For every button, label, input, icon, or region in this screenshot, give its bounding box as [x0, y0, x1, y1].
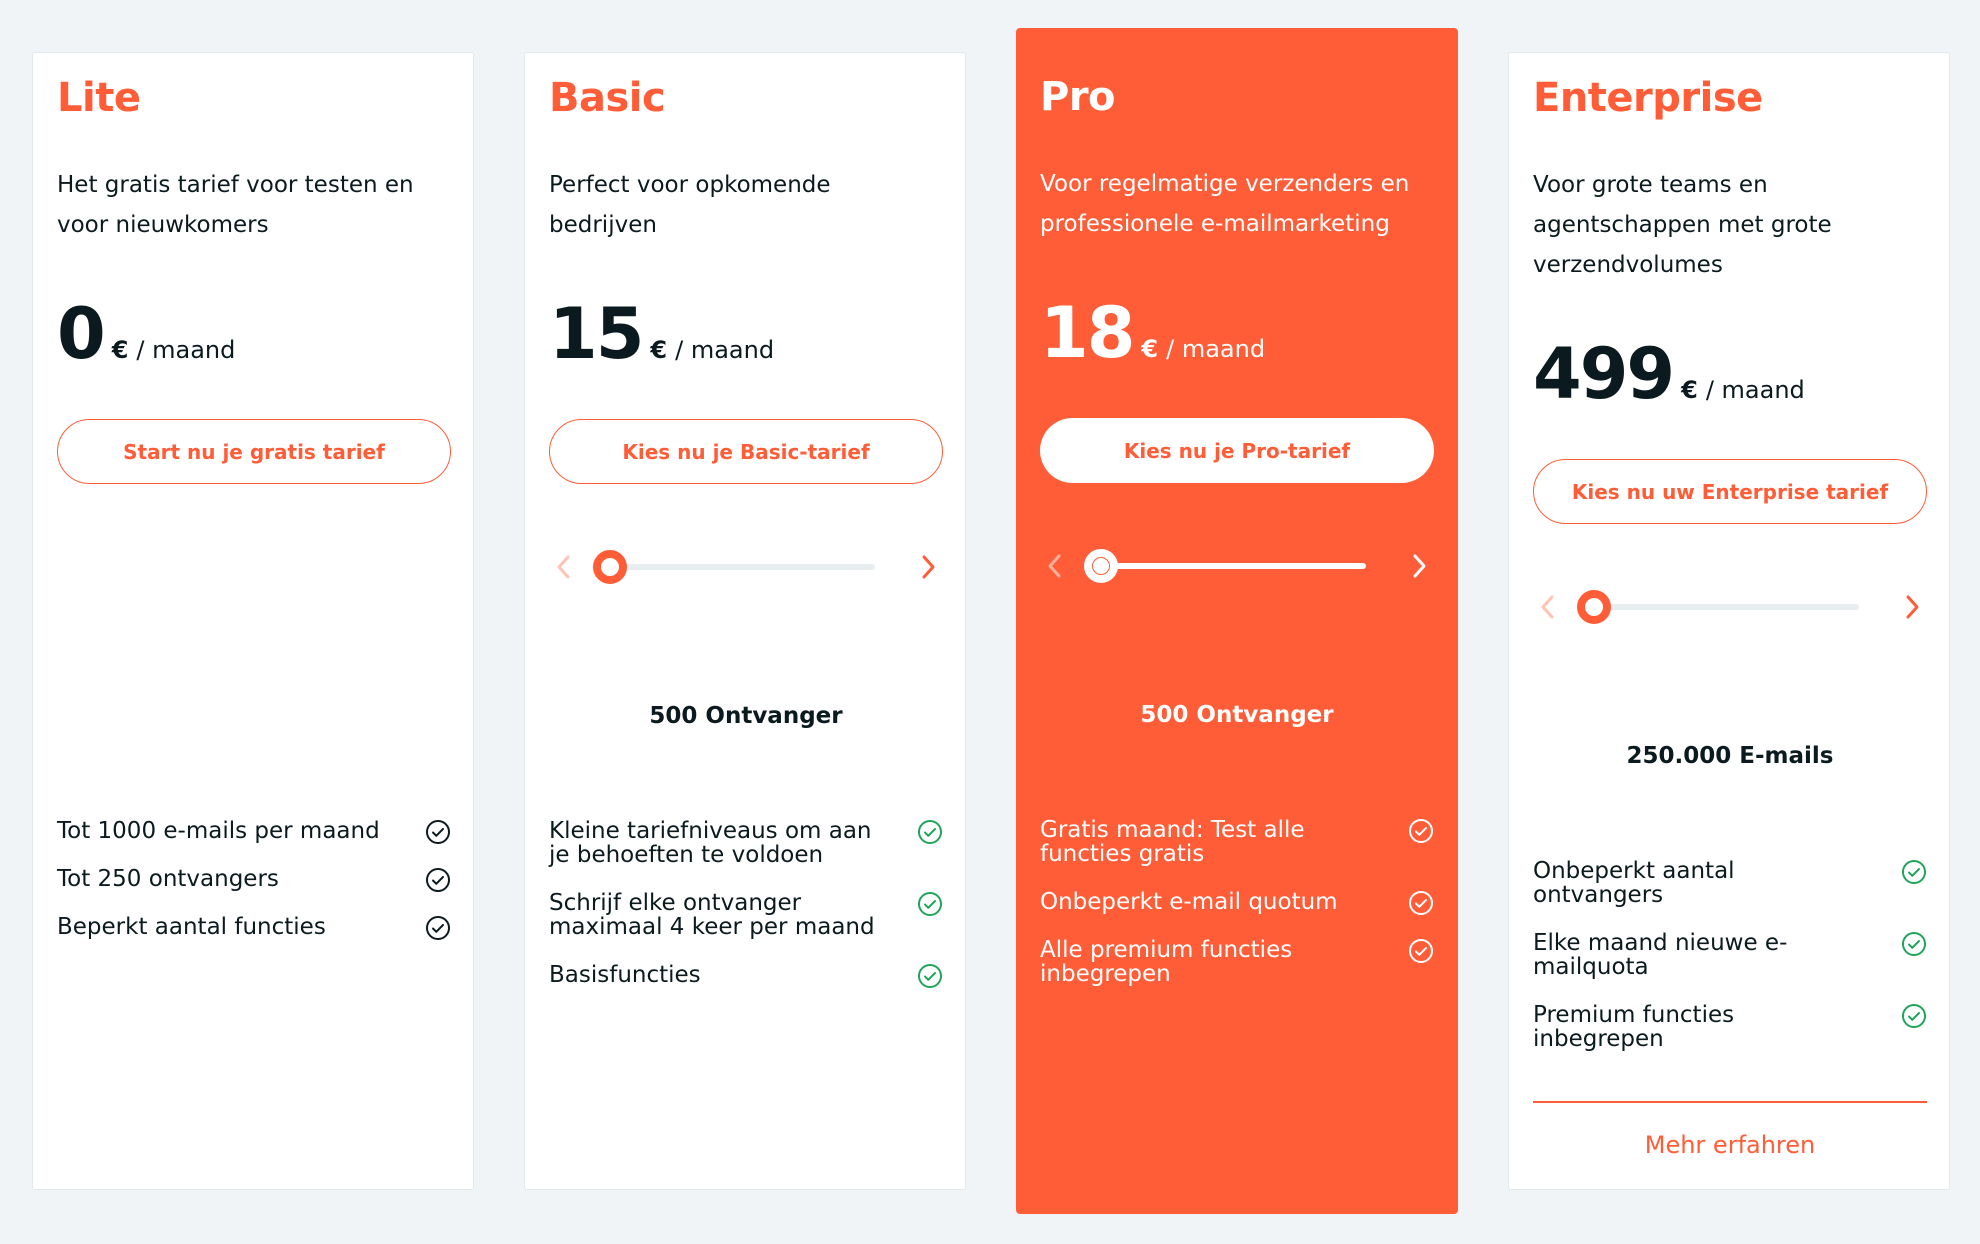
slider-track[interactable]: [1096, 563, 1366, 569]
slider-thumb[interactable]: [593, 550, 627, 584]
slider-next-button[interactable]: [915, 547, 943, 587]
price-amount: 0: [57, 293, 104, 375]
feature-item: [1533, 1003, 1927, 1051]
feature-text: Gratis maand: Test alle functies gratis: [1040, 817, 1305, 867]
slider-track[interactable]: [605, 564, 875, 570]
plan-title: Basic: [549, 75, 666, 121]
feature-item: [57, 819, 451, 843]
check-circle-icon: [917, 891, 943, 917]
price-currency: €: [1681, 376, 1698, 404]
feature-text: Tot 250 ontvangers: [57, 866, 279, 892]
price-period: / maand: [1705, 376, 1805, 404]
feature-item: [57, 867, 451, 891]
feature-text: Onbeperkt e-mail quotum: [1040, 889, 1338, 915]
plan-price: [549, 293, 775, 375]
slider-prev-button[interactable]: [549, 547, 577, 587]
price-period: / maand: [1166, 335, 1266, 363]
feature-list: [1533, 859, 1927, 1051]
plan-description: Voor regelmatige verzenders en professionele e-mailmarketing: [1040, 171, 1410, 237]
chevron-left-icon: [555, 554, 571, 580]
chevron-left-icon: [1046, 553, 1062, 579]
plan-description: Het gratis tarief voor testen en voor nieuwkomers: [57, 172, 414, 238]
volume-label: 250.000 E-mails: [1626, 743, 1834, 769]
feature-list: [1040, 818, 1434, 986]
price-period: / maand: [136, 336, 236, 364]
feature-text: Kleine tariefniveaus om aan je behoeften te voldoen: [549, 818, 872, 868]
feature-text: Premium functies inbegrepen: [1533, 1002, 1735, 1052]
check-circle-icon: [1901, 859, 1927, 885]
learn-more-link[interactable]: Mehr erfahren: [1644, 1131, 1816, 1159]
check-circle-icon: [425, 867, 451, 893]
feature-text: Onbeperkt aantal ontvangers: [1533, 858, 1735, 908]
feature-item: [1040, 890, 1434, 914]
slider-next-button[interactable]: [1899, 587, 1927, 627]
price-amount: 15: [549, 293, 643, 375]
plan-card-pro: [1016, 28, 1458, 1214]
feature-item: [549, 963, 943, 987]
plan-card-basic: [524, 52, 966, 1190]
price-period: / maand: [675, 336, 775, 364]
plan-card-lite: [32, 52, 474, 1190]
feature-item: [1533, 931, 1927, 979]
volume-slider: [1533, 587, 1927, 627]
chevron-left-icon: [1539, 594, 1555, 620]
plan-title: Pro: [1040, 74, 1116, 120]
check-circle-icon: [1408, 818, 1434, 844]
chevron-right-icon: [1412, 553, 1428, 579]
feature-item: [549, 891, 943, 939]
check-circle-icon: [1408, 890, 1434, 916]
plan-title: Enterprise: [1533, 75, 1763, 121]
volume-slider: [1040, 546, 1434, 586]
slider-track[interactable]: [1589, 604, 1859, 610]
check-circle-icon: [917, 819, 943, 845]
divider: [1533, 1101, 1927, 1103]
choose-pro-plan-button[interactable]: Kies nu je Pro-tarief: [1040, 418, 1434, 483]
check-circle-icon: [1901, 1003, 1927, 1029]
feature-item: [549, 819, 943, 867]
price-amount: 18: [1040, 292, 1134, 374]
feature-item: [57, 915, 451, 939]
volume-slider: [549, 547, 943, 587]
feature-text: Schrijf elke ontvanger maximaal 4 keer per maand: [549, 890, 875, 940]
feature-text: Tot 1000 e-mails per maand: [57, 818, 380, 844]
plan-price: [57, 293, 236, 375]
feature-item: [1040, 938, 1434, 986]
plan-description: Voor grote teams en agentschappen met grote verzendvolumes: [1533, 172, 1832, 278]
volume-label: 500 Ontvanger: [1140, 702, 1334, 728]
plan-price: [1040, 292, 1266, 374]
chevron-right-icon: [921, 554, 937, 580]
check-circle-icon: [917, 963, 943, 989]
feature-text: Elke maand nieuwe e-mailquota: [1533, 930, 1788, 980]
feature-text: Alle premium functies inbegrepen: [1040, 937, 1293, 987]
feature-item: [1040, 818, 1434, 866]
chevron-right-icon: [1905, 594, 1921, 620]
choose-basic-plan-button[interactable]: Kies nu je Basic-tarief: [549, 419, 943, 484]
price-currency: €: [1141, 335, 1159, 363]
feature-text: Beperkt aantal functies: [57, 914, 326, 940]
plan-card-enterprise: [1508, 52, 1950, 1190]
check-circle-icon: [1901, 931, 1927, 957]
check-circle-icon: [425, 819, 451, 845]
plan-price: [1533, 333, 1805, 415]
price-amount: 499: [1533, 333, 1674, 415]
slider-thumb[interactable]: [1084, 549, 1118, 583]
feature-text: Basisfuncties: [549, 962, 701, 988]
slider-next-button[interactable]: [1406, 546, 1434, 586]
volume-label: 500 Ontvanger: [649, 703, 843, 729]
slider-thumb[interactable]: [1577, 590, 1611, 624]
price-currency: €: [650, 336, 668, 364]
start-free-plan-button[interactable]: Start nu je gratis tarief: [57, 419, 451, 484]
plan-title: Lite: [57, 75, 141, 121]
feature-list: [57, 819, 451, 939]
price-currency: €: [111, 336, 129, 364]
check-circle-icon: [425, 915, 451, 941]
feature-item: [1533, 859, 1927, 907]
feature-list: [549, 819, 943, 987]
slider-prev-button[interactable]: [1533, 587, 1561, 627]
choose-enterprise-plan-button[interactable]: Kies nu uw Enterprise tarief: [1533, 459, 1927, 524]
check-circle-icon: [1408, 938, 1434, 964]
slider-prev-button[interactable]: [1040, 546, 1068, 586]
plan-description: Perfect voor opkomende bedrijven: [549, 172, 831, 238]
